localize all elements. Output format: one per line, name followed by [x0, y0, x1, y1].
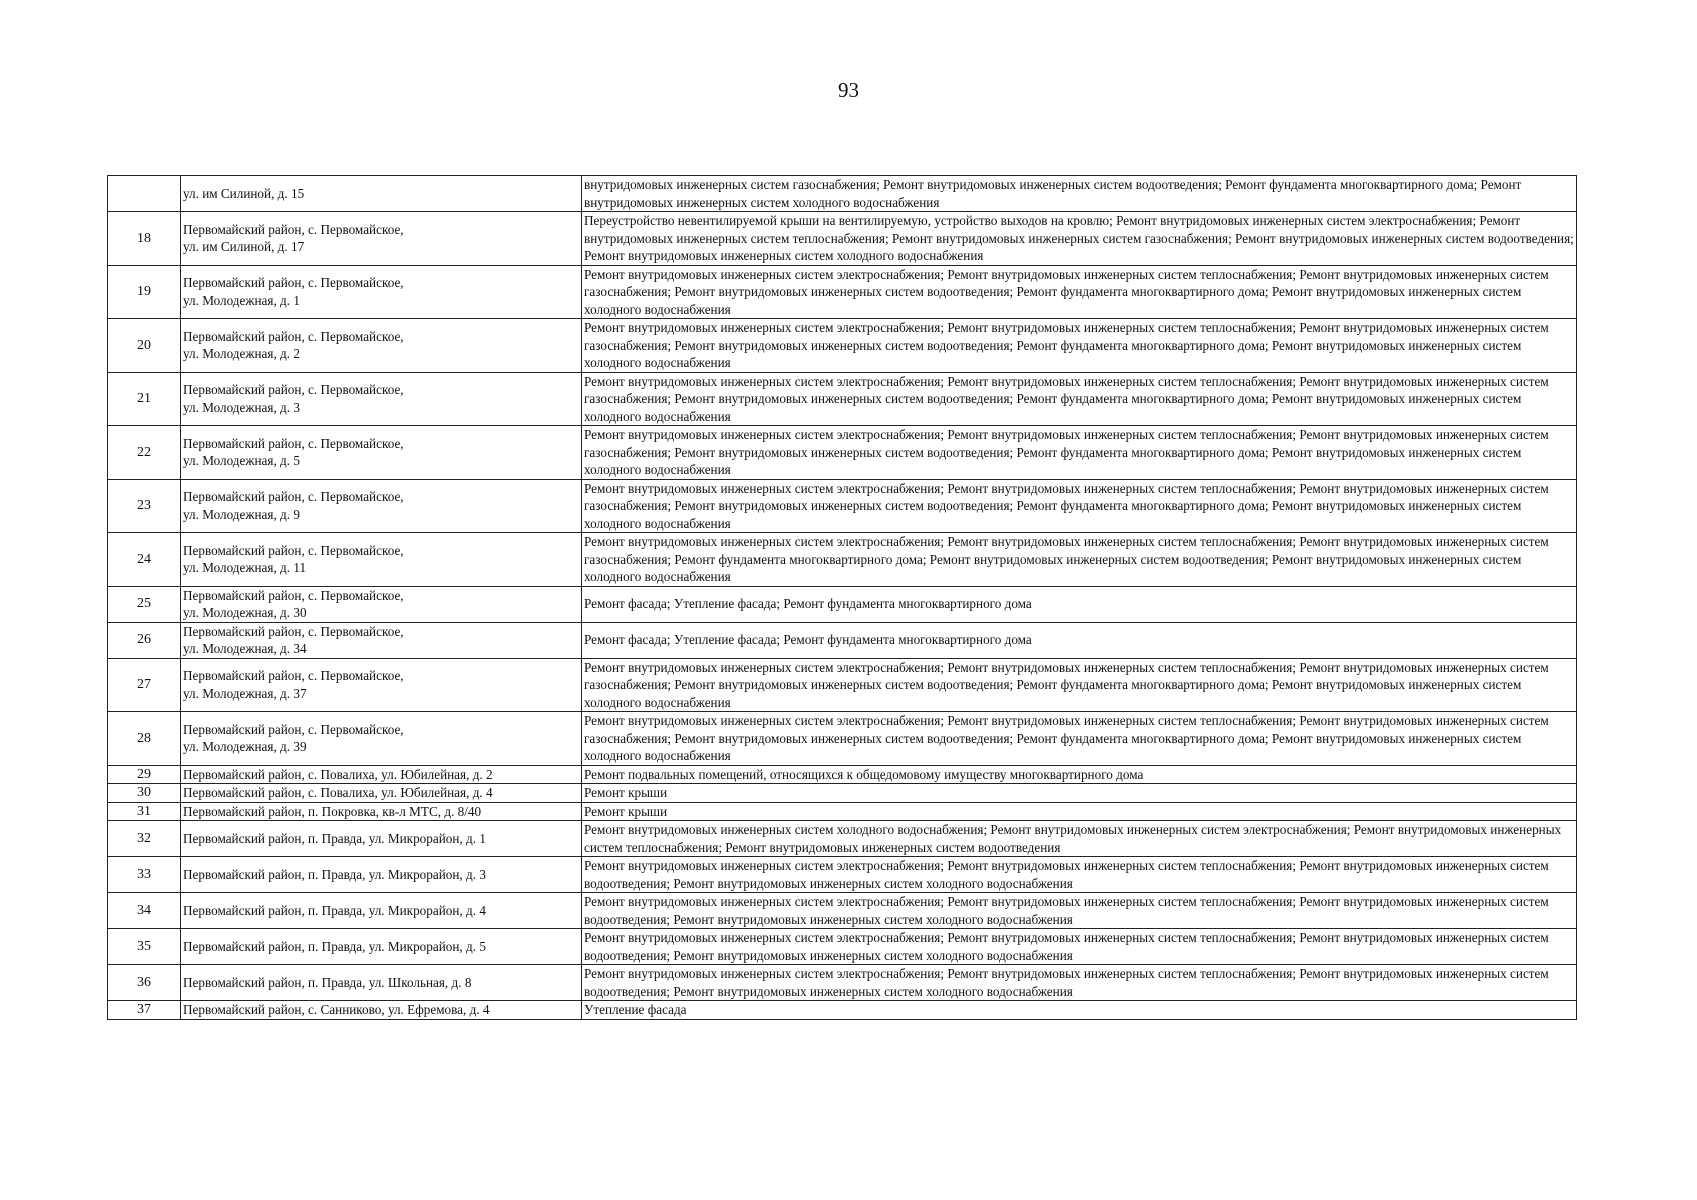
table-row [108, 265, 1577, 319]
table-row [108, 929, 1577, 965]
row-address [181, 821, 582, 857]
row-address [181, 372, 582, 426]
page-number: 93 [838, 78, 859, 102]
row-works: Ремонт внутридомовых инженерных систем электроснабжения; Ремонт внутридомовых инженерных систем теплоснабжения; Ремонт внутридомовых инженерных систем водоотведения; Ремонт внутридомовых инженерных систем холодного водоснабжения [582, 857, 1577, 893]
address-line: Первомайский район, с. Повалиха, ул. Юбилейная, д. 4 [183, 785, 493, 800]
address-line: ул. Молодежная, д. 30 [183, 605, 307, 620]
row-number: 20 [108, 319, 181, 373]
row-address [181, 1001, 582, 1020]
row-works: Ремонт фасада; Утепление фасада; Ремонт фундамента многоквартирного дома [582, 586, 1577, 622]
table-row [108, 893, 1577, 929]
address-line: ул. Молодежная, д. 37 [183, 685, 307, 701]
row-number: 34 [108, 893, 181, 929]
row-works: Ремонт подвальных помещений, относящихся к общедомовому имуществу многоквартирного дома [582, 765, 1577, 784]
table-row [108, 622, 1577, 658]
row-number: 24 [108, 533, 181, 587]
row-address [181, 176, 582, 212]
row-number: 29 [108, 765, 181, 784]
row-works: Ремонт крыши [582, 802, 1577, 821]
row-address [181, 319, 582, 373]
row-works: Ремонт внутридомовых инженерных систем электроснабжения; Ремонт внутридомовых инженерных систем теплоснабжения; Ремонт внутридомовых инженерных систем газоснабжения; Ремонт внутридомовых инженерных систем водоотведения; Ремонт фундамента многоквартирного дома; Ремонт внутридомовых инженерных систем холодного водоснабжения [582, 658, 1577, 712]
row-address [181, 265, 582, 319]
table-row [108, 658, 1577, 712]
address-line: Первомайский район, с. Санниково, ул. Ефремова, д. 4 [183, 1002, 490, 1017]
address-line: Первомайский район, с. Первомайское, [183, 382, 404, 398]
address-line: Первомайский район, с. Повалиха, ул. Юбилейная, д. 2 [183, 766, 493, 782]
address-line: ул. им Силиной, д. 15 [183, 185, 305, 201]
row-number: 21 [108, 372, 181, 426]
works-table [107, 175, 1577, 1020]
table-row [108, 533, 1577, 587]
address-line: Первомайский район, с. Первомайское, [183, 275, 404, 291]
row-number: 35 [108, 929, 181, 965]
row-address [181, 712, 582, 766]
row-address [181, 857, 582, 893]
address-line: ул. Молодежная, д. 11 [183, 560, 307, 576]
row-works: Ремонт внутридомовых инженерных систем электроснабжения; Ремонт внутридомовых инженерных систем теплоснабжения; Ремонт внутридомовых инженерных систем газоснабжения; Ремонт внутридомовых инженерных систем водоотведения; Ремонт фундамента многоквартирного дома; Ремонт внутридомовых инженерных систем холодного водоснабжения [582, 372, 1577, 426]
table-row [108, 586, 1577, 622]
row-address [181, 622, 582, 658]
table-row [108, 784, 1577, 803]
address-line: ул. Молодежная, д. 5 [183, 453, 300, 469]
address-line: Первомайский район, п. Правда, ул. Школьная, д. 8 [183, 974, 472, 990]
table-body [108, 176, 1577, 1020]
table-row [108, 712, 1577, 766]
address-line: ул. Молодежная, д. 34 [183, 641, 307, 656]
table-row [108, 176, 1577, 212]
row-works: Ремонт внутридомовых инженерных систем электроснабжения; Ремонт внутридомовых инженерных систем теплоснабжения; Ремонт внутридомовых инженерных систем водоотведения; Ремонт внутридомовых инженерных систем холодного водоснабжения [582, 929, 1577, 965]
address-line: ул. Молодежная, д. 9 [183, 506, 300, 522]
row-number [108, 176, 181, 212]
address-line: Первомайский район, п. Правда, ул. Микрорайон, д. 4 [183, 902, 486, 918]
row-works: Ремонт крыши [582, 784, 1577, 803]
table-row [108, 965, 1577, 1001]
table-row [108, 372, 1577, 426]
row-address [181, 212, 582, 266]
row-address [181, 426, 582, 480]
row-number: 22 [108, 426, 181, 480]
table-row [108, 765, 1577, 784]
table-row [108, 857, 1577, 893]
row-address [181, 765, 582, 784]
row-number: 25 [108, 586, 181, 622]
row-number: 19 [108, 265, 181, 319]
row-number: 28 [108, 712, 181, 766]
row-works: Ремонт внутридомовых инженерных систем электроснабжения; Ремонт внутридомовых инженерных систем теплоснабжения; Ремонт внутридомовых инженерных систем газоснабжения; Ремонт внутридомовых инженерных систем водоотведения; Ремонт фундамента многоквартирного дома; Ремонт внутридомовых инженерных систем холодного водоснабжения [582, 426, 1577, 480]
address-line: Первомайский район, с. Первомайское, [183, 221, 404, 237]
row-address [181, 586, 582, 622]
address-line: Первомайский район, с. Первомайское, [183, 542, 404, 558]
table-row [108, 1001, 1577, 1020]
row-works: Ремонт внутридомовых инженерных систем электроснабжения; Ремонт внутридомовых инженерных систем теплоснабжения; Ремонт внутридомовых инженерных систем газоснабжения; Ремонт внутридомовых инженерных систем водоотведения; Ремонт фундамента многоквартирного дома; Ремонт внутридомовых инженерных систем холодного водоснабжения [582, 319, 1577, 373]
row-number: 27 [108, 658, 181, 712]
row-works: Ремонт внутридомовых инженерных систем электроснабжения; Ремонт внутридомовых инженерных систем теплоснабжения; Ремонт внутридомовых инженерных систем водоотведения; Ремонт внутридомовых инженерных систем холодного водоснабжения [582, 965, 1577, 1001]
row-number: 37 [108, 1001, 181, 1020]
row-works: внутридомовых инженерных систем газоснабжения; Ремонт внутридомовых инженерных систем водоотведения; Ремонт фундамента многоквартирного дома; Ремонт внутридомовых инженерных систем холодного водоснабжения [582, 176, 1577, 212]
row-number: 26 [108, 622, 181, 658]
row-address [181, 784, 582, 803]
row-works: Переустройство невентилируемой крыши на вентилируемую, устройство выходов на кровлю; Ремонт внутридомовых инженерных систем электроснабжения; Ремонт внутридомовых инженерных систем теплоснабжения; Ремонт внутридомовых инженерных систем газоснабжения; Ремонт внутридомовых инженерных систем водоотведения; Ремонт внутридомовых инженерных систем холодного водоснабжения [582, 212, 1577, 266]
row-works: Ремонт фасада; Утепление фасада; Ремонт фундамента многоквартирного дома [582, 622, 1577, 658]
row-number: 31 [108, 802, 181, 821]
row-number: 33 [108, 857, 181, 893]
address-line: Первомайский район, с. Первомайское, [183, 587, 404, 603]
row-works: Ремонт внутридомовых инженерных систем электроснабжения; Ремонт внутридомовых инженерных систем теплоснабжения; Ремонт внутридомовых инженерных систем газоснабжения; Ремонт фундамента многоквартирного дома; Ремонт внутридомовых инженерных систем водоотведения; Ремонт внутридомовых инженерных систем холодного водоснабжения [582, 533, 1577, 587]
table-row [108, 212, 1577, 266]
row-works: Ремонт внутридомовых инженерных систем холодного водоснабжения; Ремонт внутридомовых инженерных систем электроснабжения; Ремонт внутридомовых инженерных систем теплоснабжения; Ремонт внутридомовых инженерных систем водоотведения [582, 821, 1577, 857]
row-address [181, 929, 582, 965]
address-line: ул. им Силиной, д. 17 [183, 239, 305, 255]
table-row [108, 426, 1577, 480]
address-line: Первомайский район, п. Покровка, кв-л МТС, д. 8/40 [183, 803, 482, 819]
table-row [108, 802, 1577, 821]
row-address [181, 533, 582, 587]
row-works: Ремонт внутридомовых инженерных систем электроснабжения; Ремонт внутридомовых инженерных систем теплоснабжения; Ремонт внутридомовых инженерных систем водоотведения; Ремонт внутридомовых инженерных систем холодного водоснабжения [582, 893, 1577, 929]
address-line: ул. Молодежная, д. 1 [183, 292, 300, 308]
address-line: Первомайский район, п. Правда, ул. Микрорайон, д. 3 [183, 866, 486, 882]
row-number: 36 [108, 965, 181, 1001]
row-works: Ремонт внутридомовых инженерных систем электроснабжения; Ремонт внутридомовых инженерных систем теплоснабжения; Ремонт внутридомовых инженерных систем газоснабжения; Ремонт внутридомовых инженерных систем водоотведения; Ремонт фундамента многоквартирного дома; Ремонт внутридомовых инженерных систем холодного водоснабжения [582, 712, 1577, 766]
address-line: Первомайский район, п. Правда, ул. Микрорайон, д. 5 [183, 938, 486, 954]
row-number: 23 [108, 479, 181, 533]
row-address [181, 965, 582, 1001]
address-line: Первомайский район, с. Первомайское, [183, 489, 404, 505]
row-address [181, 479, 582, 533]
row-address [181, 802, 582, 821]
address-line: Первомайский район, с. Первомайское, [183, 623, 404, 639]
row-number: 18 [108, 212, 181, 266]
row-works: Ремонт внутридомовых инженерных систем электроснабжения; Ремонт внутридомовых инженерных систем теплоснабжения; Ремонт внутридомовых инженерных систем газоснабжения; Ремонт внутридомовых инженерных систем водоотведения; Ремонт фундамента многоквартирного дома; Ремонт внутридомовых инженерных систем холодного водоснабжения [582, 479, 1577, 533]
address-line: ул. Молодежная, д. 3 [183, 399, 300, 415]
table-row [108, 319, 1577, 373]
row-works: Ремонт внутридомовых инженерных систем электроснабжения; Ремонт внутридомовых инженерных систем теплоснабжения; Ремонт внутридомовых инженерных систем газоснабжения; Ремонт внутридомовых инженерных систем водоотведения; Ремонт фундамента многоквартирного дома; Ремонт внутридомовых инженерных систем холодного водоснабжения [582, 265, 1577, 319]
address-line: Первомайский район, п. Правда, ул. Микрорайон, д. 1 [183, 830, 486, 846]
row-address [181, 658, 582, 712]
address-line: Первомайский район, с. Первомайское, [183, 668, 404, 684]
row-number: 32 [108, 821, 181, 857]
address-line: Первомайский район, с. Первомайское, [183, 328, 404, 344]
address-line: ул. Молодежная, д. 39 [183, 739, 307, 755]
row-address [181, 893, 582, 929]
address-line: Первомайский район, с. Первомайское, [183, 721, 404, 737]
address-line: Первомайский район, с. Первомайское, [183, 435, 404, 451]
table-row [108, 479, 1577, 533]
row-number: 30 [108, 784, 181, 803]
table-row [108, 821, 1577, 857]
address-line: ул. Молодежная, д. 2 [183, 346, 300, 362]
row-works: Утепление фасада [582, 1001, 1577, 1020]
